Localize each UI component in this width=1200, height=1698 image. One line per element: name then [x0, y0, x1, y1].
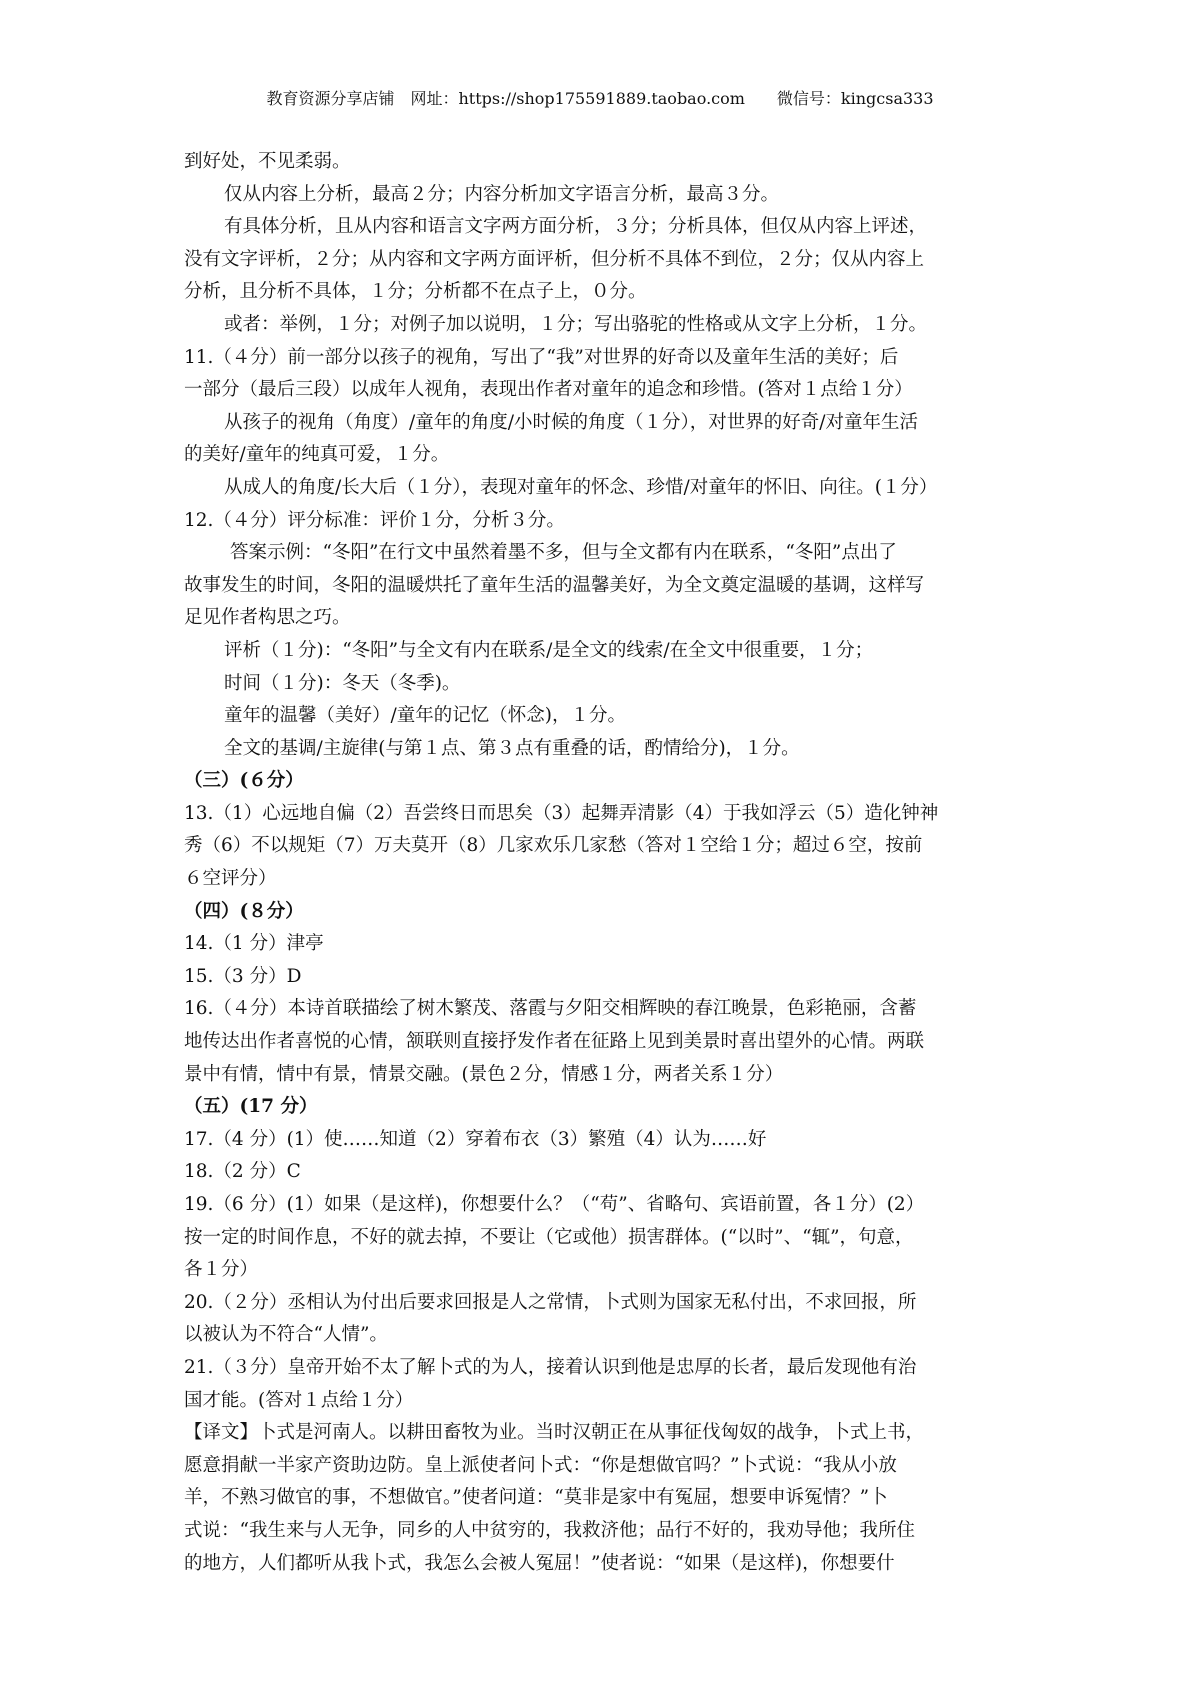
text-line: 足见作者构思之巧。 — [184, 607, 351, 629]
text-line: 12.（４分）评分标准：评价１分，分析３分。 — [184, 509, 565, 531]
text-line: 21.（３分）皇帝开始不太了解卜式的为人，接着认识到他是忠厚的长者，最后发现他有治 — [184, 1356, 917, 1378]
section-heading: （五）(17 分） — [184, 1096, 318, 1118]
section-heading: （四）(８分） — [184, 900, 304, 922]
text-line: 的地方，人们都听从我卜式，我怎么会被人冤屈！”使者说：“如果（是这样)，你想要什 — [184, 1552, 895, 1574]
text-line: 童年的温馨（美好）/童年的记忆（怀念)，１分。 — [224, 705, 626, 727]
text-line: 14.（1 分）津亭 — [184, 933, 324, 955]
text-line: 式说：“我生来与人无争，同乡的人中贫穷的，我救济他；品行不好的，我劝导他；我所住 — [184, 1519, 915, 1541]
text-line: 15.（3 分）D — [184, 965, 302, 987]
text-line: 从成人的角度/长大后（１分），表现对童年的怀念、珍惜/对童年的怀旧、向往。(１分） — [224, 476, 938, 498]
text-line: 没有文字评析，２分；从内容和文字两方面评析，但分析不具体不到位，２分；仅从内容上 — [184, 248, 925, 270]
text-line: 仅从内容上分析，最高２分；内容分析加文字语言分析，最高３分。 — [224, 183, 780, 205]
text-line: 答案示例：“冬阳”在行文中虽然着墨不多，但与全文都有内在联系，“冬阳”点出了 — [230, 542, 897, 564]
text-line: 11.（４分）前一部分以孩子的视角，写出了“我”对世界的好奇以及童年生活的美好；后 — [184, 346, 899, 368]
text-line: 全文的基调/主旋律(与第１点、第３点有重叠的话，酌情给分)，１分。 — [224, 737, 800, 759]
text-line: 国才能。(答对１点给１分） — [184, 1389, 414, 1411]
text-line: 17.（4 分）(1）使……知道（2）穿着布衣（3）繁殖（4）认为……好 — [184, 1128, 767, 1150]
text-line: 19.（6 分）(1）如果（是这样)，你想要什么？（“苟”、省略句、宾语前置，各１分）(2） — [184, 1194, 925, 1215]
text-line: 从孩子的视角（角度）/童年的角度/小时候的角度（１分），对世界的好奇/对童年生活 — [224, 411, 918, 433]
section-heading: （三）(６分） — [184, 770, 304, 792]
text-line: 20.（２分）丞相认为付出后要求回报是人之常情，卜式则为国家无私付出，不求回报，所 — [184, 1291, 917, 1313]
answer-text-body — [184, 146, 1034, 1580]
text-line: 以被认为不符合“人情”。 — [184, 1324, 388, 1346]
text-line: 故事发生的时间，冬阳的温暖烘托了童年生活的温馨美好，为全文奠定温暖的基调，这样写 — [184, 574, 925, 596]
text-line: 的美好/童年的纯真可爱，１分。 — [184, 444, 450, 466]
text-line: 18.（2 分）C — [184, 1161, 301, 1183]
text-line: 一部分（最后三段）以成年人视角，表现出作者对童年的追念和珍惜。(答对１点给１分） — [184, 379, 913, 401]
text-line: 时间（１分)：冬天（冬季)。 — [224, 672, 461, 694]
text-line: 或者：举例，１分；对例子加以说明，１分；写出骆驼的性格或从文字上分析，１分。 — [224, 313, 928, 335]
text-line: 评析（１分)：“冬阳”与全文有内在联系/是全文的线索/在全文中很重要，１分； — [224, 639, 874, 661]
text-line: 【译文】卜式是河南人。以耕田畜牧为业。当时汉朝正在从事征伐匈奴的战争，卜式上书， — [184, 1422, 925, 1444]
text-line: 愿意捐献一半家产资助边防。皇上派使者问卜式：“你是想做官吗？”卜式说：“我从小放 — [184, 1454, 897, 1476]
text-line: ６空评分） — [184, 868, 277, 890]
text-line: 按一定的时间作息，不好的就去掉，不要让（它或他）损害群体。(“以时”、“辄”，句意， — [184, 1226, 914, 1248]
text-line: 分析，且分析不具体，１分；分析都不在点子上，０分。 — [184, 281, 647, 303]
text-line: 羊，不熟习做官的事，不想做官。”使者问道：“莫非是家中有冤屈，想要申诉冤情？”卜 — [184, 1487, 888, 1509]
text-line: 13.（1）心远地自偏（2）吾尝终日而思矣（3）起舞弄清影（4）于我如浮云（5）造化钟神 — [184, 802, 939, 824]
text-line: 地传达出作者喜悦的心情，颔联则直接抒发作者在征路上见到美景时喜出望外的心情。两联 — [184, 1031, 925, 1053]
text-line: 有具体分析，且从内容和语言文字两方面分析，３分；分析具体，但仅从内容上评述， — [224, 216, 928, 238]
text-line: 秀（6）不以规矩（7）万夫莫开（8）几家欢乐几家愁（答对１空给１分；超过６空，按前 — [184, 835, 923, 857]
text-line: 各１分） — [184, 1259, 259, 1281]
text-line: 16.（４分）本诗首联描绘了树木繁茂、落霞与夕阳交相辉映的春江晚景，色彩艳丽，含蓄 — [184, 998, 917, 1020]
page-header: 教育资源分享店铺 网址：https://shop175591889.taobao.com 微信号：kingcsa333 — [266, 89, 934, 108]
text-line: 到好处，不见柔弱。 — [184, 151, 351, 172]
text-line: 景中有情，情中有景，情景交融。(景色２分，情感１分，两者关系１分） — [184, 1063, 784, 1085]
